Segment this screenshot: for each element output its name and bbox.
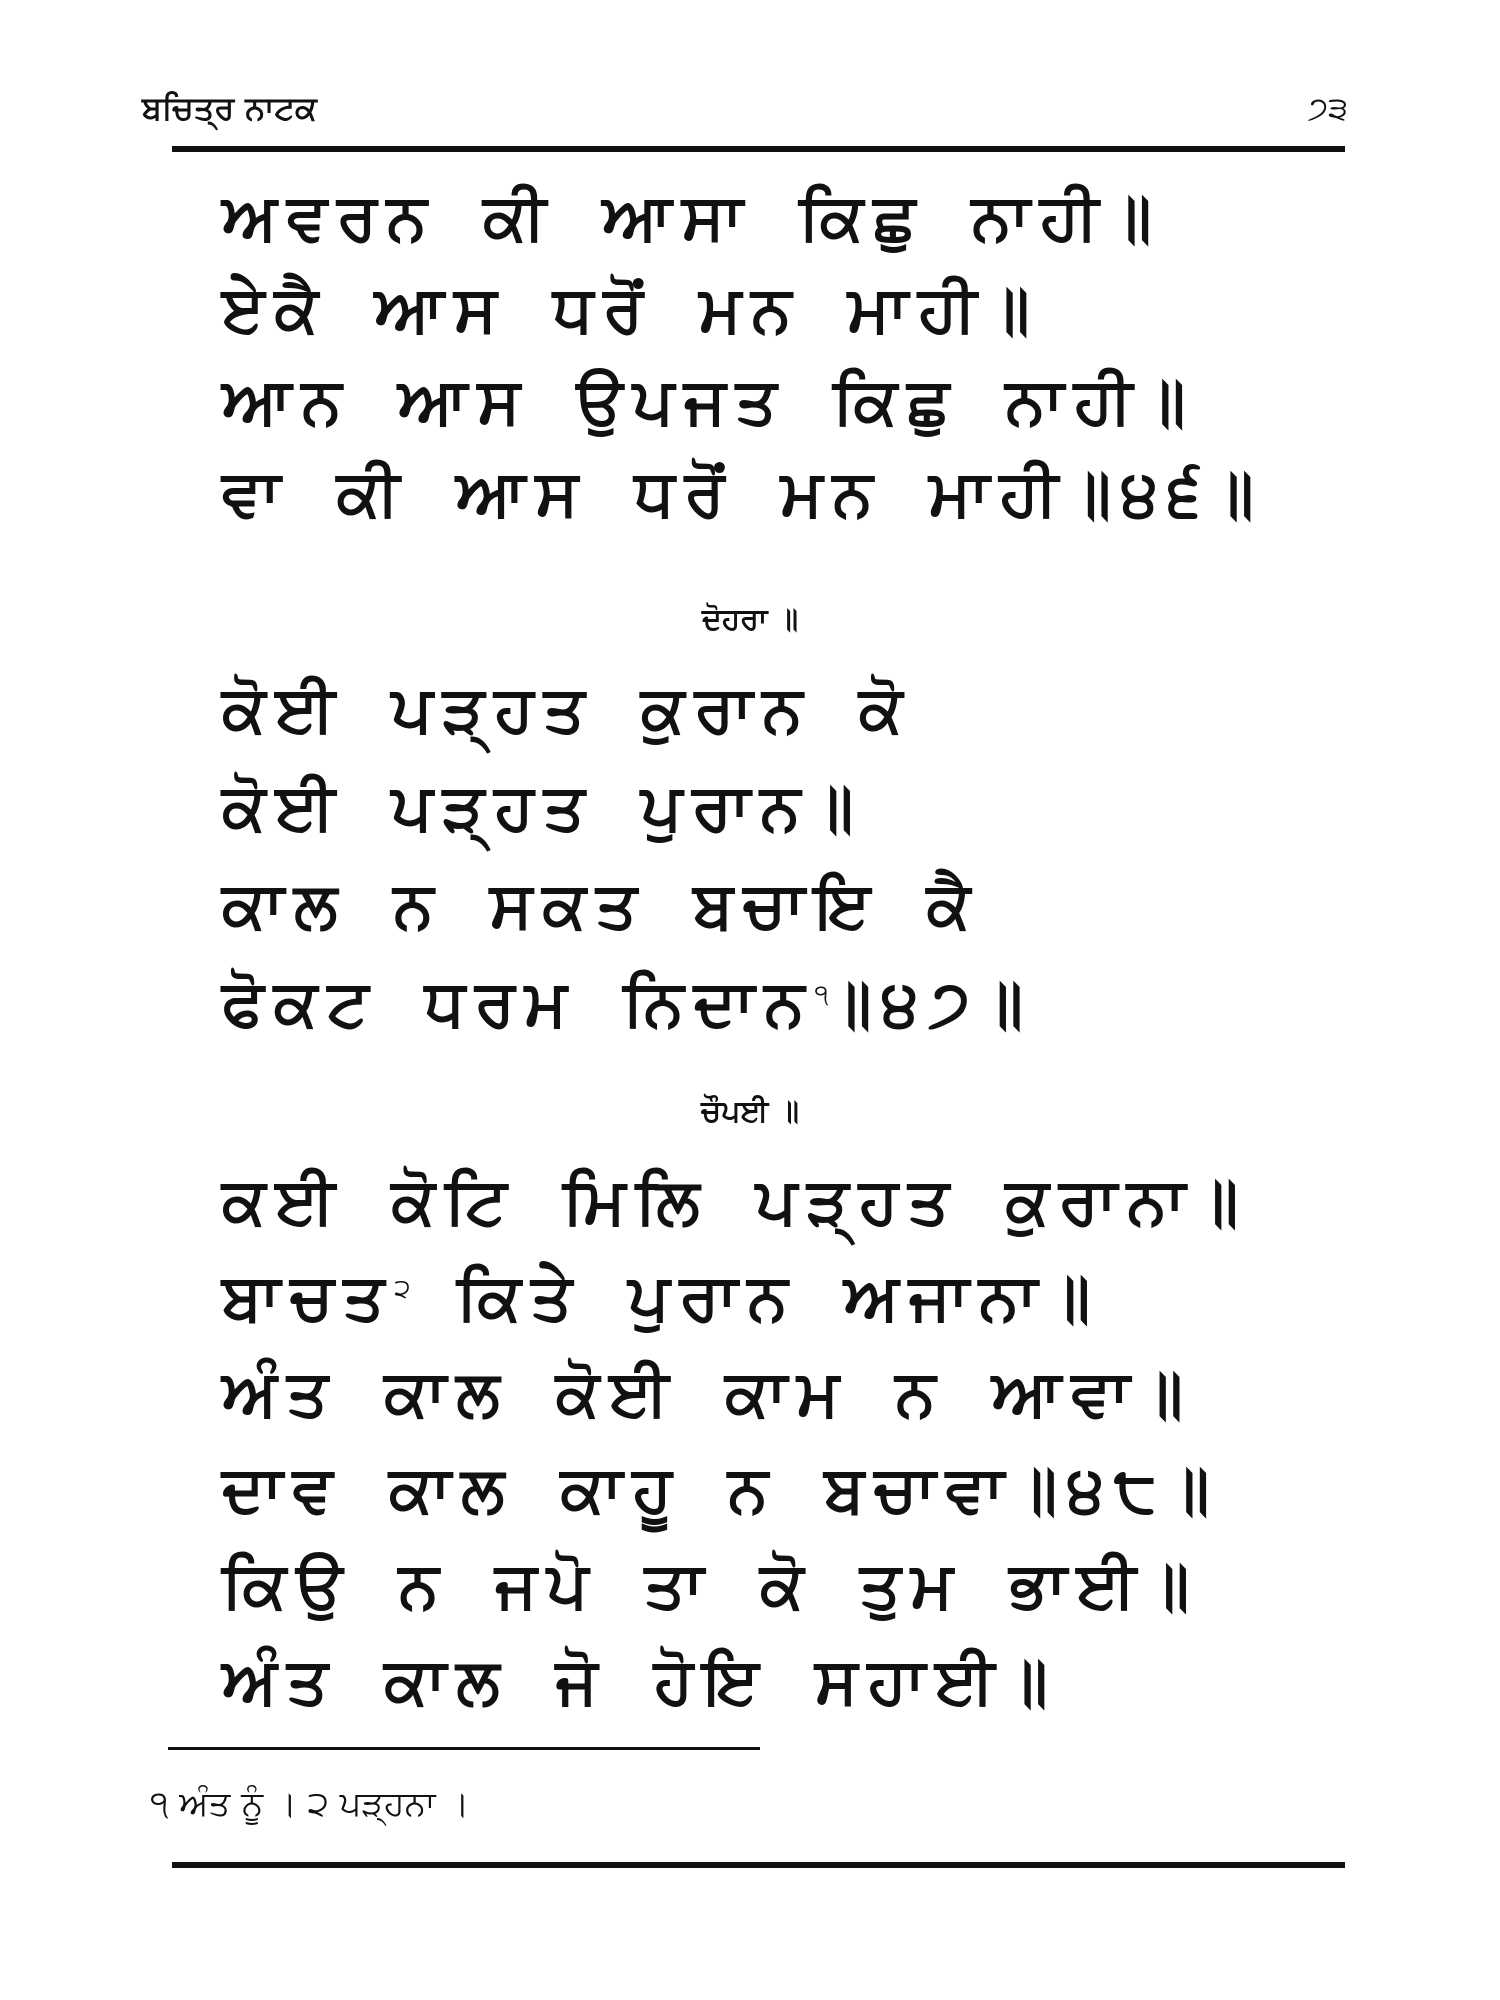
verse-text: ਬਾਚਤ [222, 1261, 395, 1335]
section-heading-dohra: ਦੋਹਰਾ ॥ [701, 602, 799, 637]
verse-line: ਕੋਈ ਪੜ੍ਹਤ ਪੁਰਾਨ॥ [222, 771, 864, 845]
footer-rule [172, 1862, 1345, 1868]
verse-line [222, 1258, 1100, 1351]
page-number: ੭੩ [1307, 89, 1348, 127]
verse-text: ਫੋਕਟ ਧਰਮ ਨਿਦਾਨ [222, 967, 815, 1041]
verse-line: ਕੋਈ ਪੜ੍ਹਤ ਕੁਰਾਨ ਕੋ [222, 673, 913, 747]
running-header-title: ਬਚਿਤ੍ਰ ਨਾਟਕ [142, 89, 317, 127]
verse-line: ਕਾਲ ਨ ਸਕਤ ਬਚਾਇ ਕੈ [222, 869, 981, 943]
verse-line: ਅਵਰਨ ਕੀ ਆਸਾ ਕਿਛੁ ਨਾਹੀ॥ [222, 181, 1162, 255]
verse-line: ਦਾਵ ਕਾਲ ਕਾਹੂ ਨ ਬਚਾਵਾ॥੪੮॥ [222, 1453, 1220, 1527]
footnote: ੧ ਅੰਤ ਨੂੰ । ੨ ਪੜ੍ਹਨਾ । [150, 1784, 470, 1824]
verse-line: ਏਕੈ ਆਸ ਧਰੋਂ ਮਨ ਮਾਹੀ॥ [222, 273, 1040, 347]
verse-line: ਕਈ ਕੋਟਿ ਮਿਲਿ ਪੜ੍ਹਤ ਕੁਰਾਨਾ॥ [222, 1165, 1249, 1239]
verse-line [222, 964, 1033, 1057]
footnote-marker: ੨ [394, 1274, 411, 1304]
section-heading-chaupai: ਚੌਪਈ ॥ [700, 1094, 800, 1129]
footnote-marker: ੧ [814, 980, 829, 1010]
verse-line: ਅੰਤ ਕਾਲ ਜੋ ਹੋਇ ਸਹਾਈ॥ [222, 1645, 1058, 1719]
verse-line: ਆਨ ਆਸ ਉਪਜਤ ਕਿਛੁ ਨਾਹੀ॥ [222, 365, 1196, 439]
verse-line: ਕਿਉ ਨ ਜਪੋ ਤਾ ਕੋ ਤੁਮ ਭਾਈ॥ [222, 1549, 1200, 1623]
footnote-rule [168, 1747, 760, 1750]
verse-text: ਕਿਤੇ ਪੁਰਾਨ ਅਜਾਨਾ॥ [410, 1261, 1101, 1335]
verse-number: ॥੪੭॥ [828, 967, 1033, 1041]
verse-line: ਅੰਤ ਕਾਲ ਕੋਈ ਕਾਮ ਨ ਆਵਾ॥ [222, 1357, 1193, 1431]
verse-line: ਵਾ ਕੀ ਆਸ ਧਰੋਂ ਮਨ ਮਾਹੀ॥੪੬॥ [222, 457, 1264, 531]
header-rule [172, 146, 1345, 152]
